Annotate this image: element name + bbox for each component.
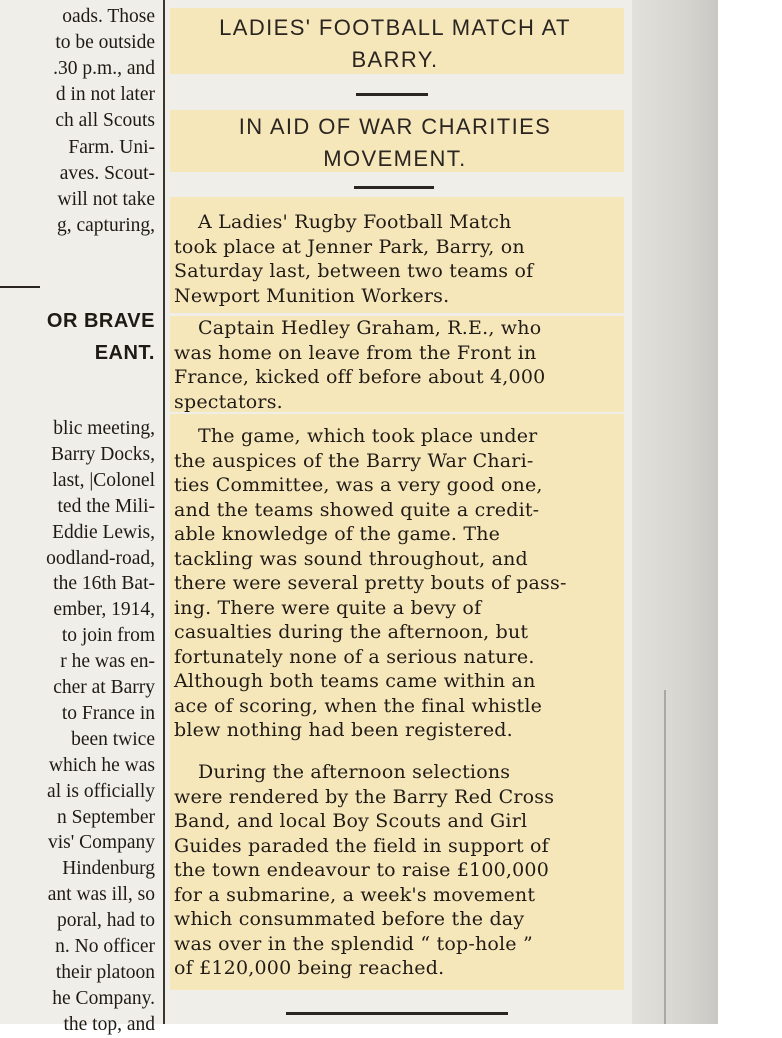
article-end-rule [286, 1012, 508, 1015]
left-column-line: g, capturing, [56, 214, 155, 236]
left-column-line: been twice [71, 728, 155, 750]
paragraph-line: was over in the splendid “ top-hole ” [174, 932, 533, 955]
left-column-line: will not take [57, 188, 155, 210]
left-column-line: oodland-road, [46, 547, 155, 569]
paragraph-line: ing. There were quite a bevy of [174, 596, 482, 619]
paragraph-line: spectators. [174, 390, 283, 413]
left-column-line: .30 p.m., and [53, 58, 155, 80]
left-column-line: n September [56, 806, 155, 828]
headline1-line1: LADIES' FOOTBALL MATCH AT [219, 15, 571, 40]
left-column-line: Hindenburg [62, 858, 155, 880]
left-column-line: al is officially [47, 780, 155, 802]
left-column-line: which he was [48, 754, 155, 776]
left-column-line: Farm. Uni- [68, 136, 155, 158]
paragraph-line: Captain Hedley Graham, R.E., who [198, 317, 542, 339]
paragraph-line: Guides paraded the field in support of [174, 834, 549, 857]
left-column-line: to join from [61, 625, 155, 647]
left-column-line: he Company. [52, 987, 155, 1009]
headline2 [166, 111, 624, 175]
left-column-line: the top, and [63, 1013, 155, 1035]
left-column-line: ch all Scouts [55, 110, 155, 132]
paragraph-2 [174, 316, 622, 414]
column-divider [163, 0, 165, 1024]
paragraph-line: blew nothing had been registered. [174, 719, 513, 741]
paragraph-line: took place at Jenner Park, Barry, on [174, 235, 525, 258]
paragraph-line: was home on leave from the Front in [174, 341, 537, 364]
paragraph-line: which consummated before the day [174, 908, 525, 930]
paragraph-line: Newport Munition Workers. [174, 284, 450, 307]
paragraph-line: and the teams showed quite a credit- [174, 498, 540, 521]
paragraph-line: ace of scoring, when the final whistle [174, 694, 543, 717]
paragraph-4 [174, 760, 622, 981]
paragraph-1 [174, 210, 622, 308]
headline2-rule [354, 186, 434, 189]
left-column-line: OR BRAVE [46, 310, 155, 332]
left-column-line: vis' Company [48, 832, 155, 854]
paragraph-line: tackling was sound throughout, and [174, 547, 528, 570]
paragraph-line: were rendered by the Barry Red Cross [174, 785, 555, 808]
paragraph-line: able knowledge of the game. The [174, 523, 501, 545]
left-column-line: ted the Mili- [57, 495, 155, 517]
left-column [0, 0, 163, 1035]
left-column-line: the 16th Bat- [53, 573, 155, 595]
left-column-line: cher at Barry [53, 677, 155, 698]
left-column-line: oads. Those [62, 6, 155, 27]
headline1-line2: BARRY. [351, 47, 439, 72]
page-edge-shadow [632, 0, 718, 1024]
paragraph-line: for a submarine, a week's movement [174, 883, 536, 906]
paragraph-line: Band, and local Boy Scouts and Girl [174, 810, 528, 832]
left-column-line: to be outside [55, 32, 155, 54]
left-column-rule [0, 286, 40, 288]
paragraph-line: During the afternoon selections [198, 761, 511, 783]
left-column-line: d in not later [55, 84, 155, 106]
left-column-line: r he was en- [60, 651, 155, 673]
paragraph-line: the town endeavour to raise £100,000 [174, 859, 550, 881]
headline2-line1: IN AID OF WAR CHARITIES [238, 114, 552, 139]
paragraph-line: the auspices of the Barry War Chari- [174, 449, 534, 472]
left-column-line: aves. Scout- [59, 162, 155, 184]
paragraph-3 [174, 424, 622, 743]
left-column-line: ember, 1914, [53, 599, 155, 621]
paragraph-line: Although both teams came within an [174, 670, 536, 692]
left-column-line: their platoon [55, 961, 155, 983]
left-column-line: last, |Colonel [52, 469, 155, 491]
paragraph-line: casualties during the afternoon, but [174, 621, 529, 643]
left-column-line: poral, had to [56, 910, 155, 932]
left-column-line: ant was ill, so [47, 884, 155, 906]
paragraph-line: fortunately none of a serious nature. [174, 645, 535, 668]
article-column [166, 0, 628, 1024]
headline2-line2: MOVEMENT. [323, 146, 467, 171]
paragraph-line: of £120,000 being reached. [174, 957, 445, 979]
headline1-rule [356, 93, 428, 96]
left-column-line: Barry Docks, [51, 443, 155, 465]
paragraph-line: there were several pretty bouts of pass- [174, 572, 567, 594]
paragraph-line: France, kicked off before about 4,000 [174, 366, 546, 388]
paragraph-line: ties Committee, was a very good one, [174, 474, 543, 496]
paragraph-line: A Ladies' Rugby Football Match [198, 211, 512, 233]
headline1 [166, 12, 624, 76]
paragraph-line: The game, which took place under [198, 425, 538, 447]
left-column-line: n. No officer [55, 936, 155, 957]
left-column-line: blic meeting, [53, 418, 155, 439]
left-column-line: EANT. [94, 342, 155, 364]
left-column-line: to France in [61, 702, 155, 724]
paragraph-line: Saturday last, between two teams of [174, 260, 534, 282]
left-column-line: Eddie Lewis, [52, 521, 155, 543]
